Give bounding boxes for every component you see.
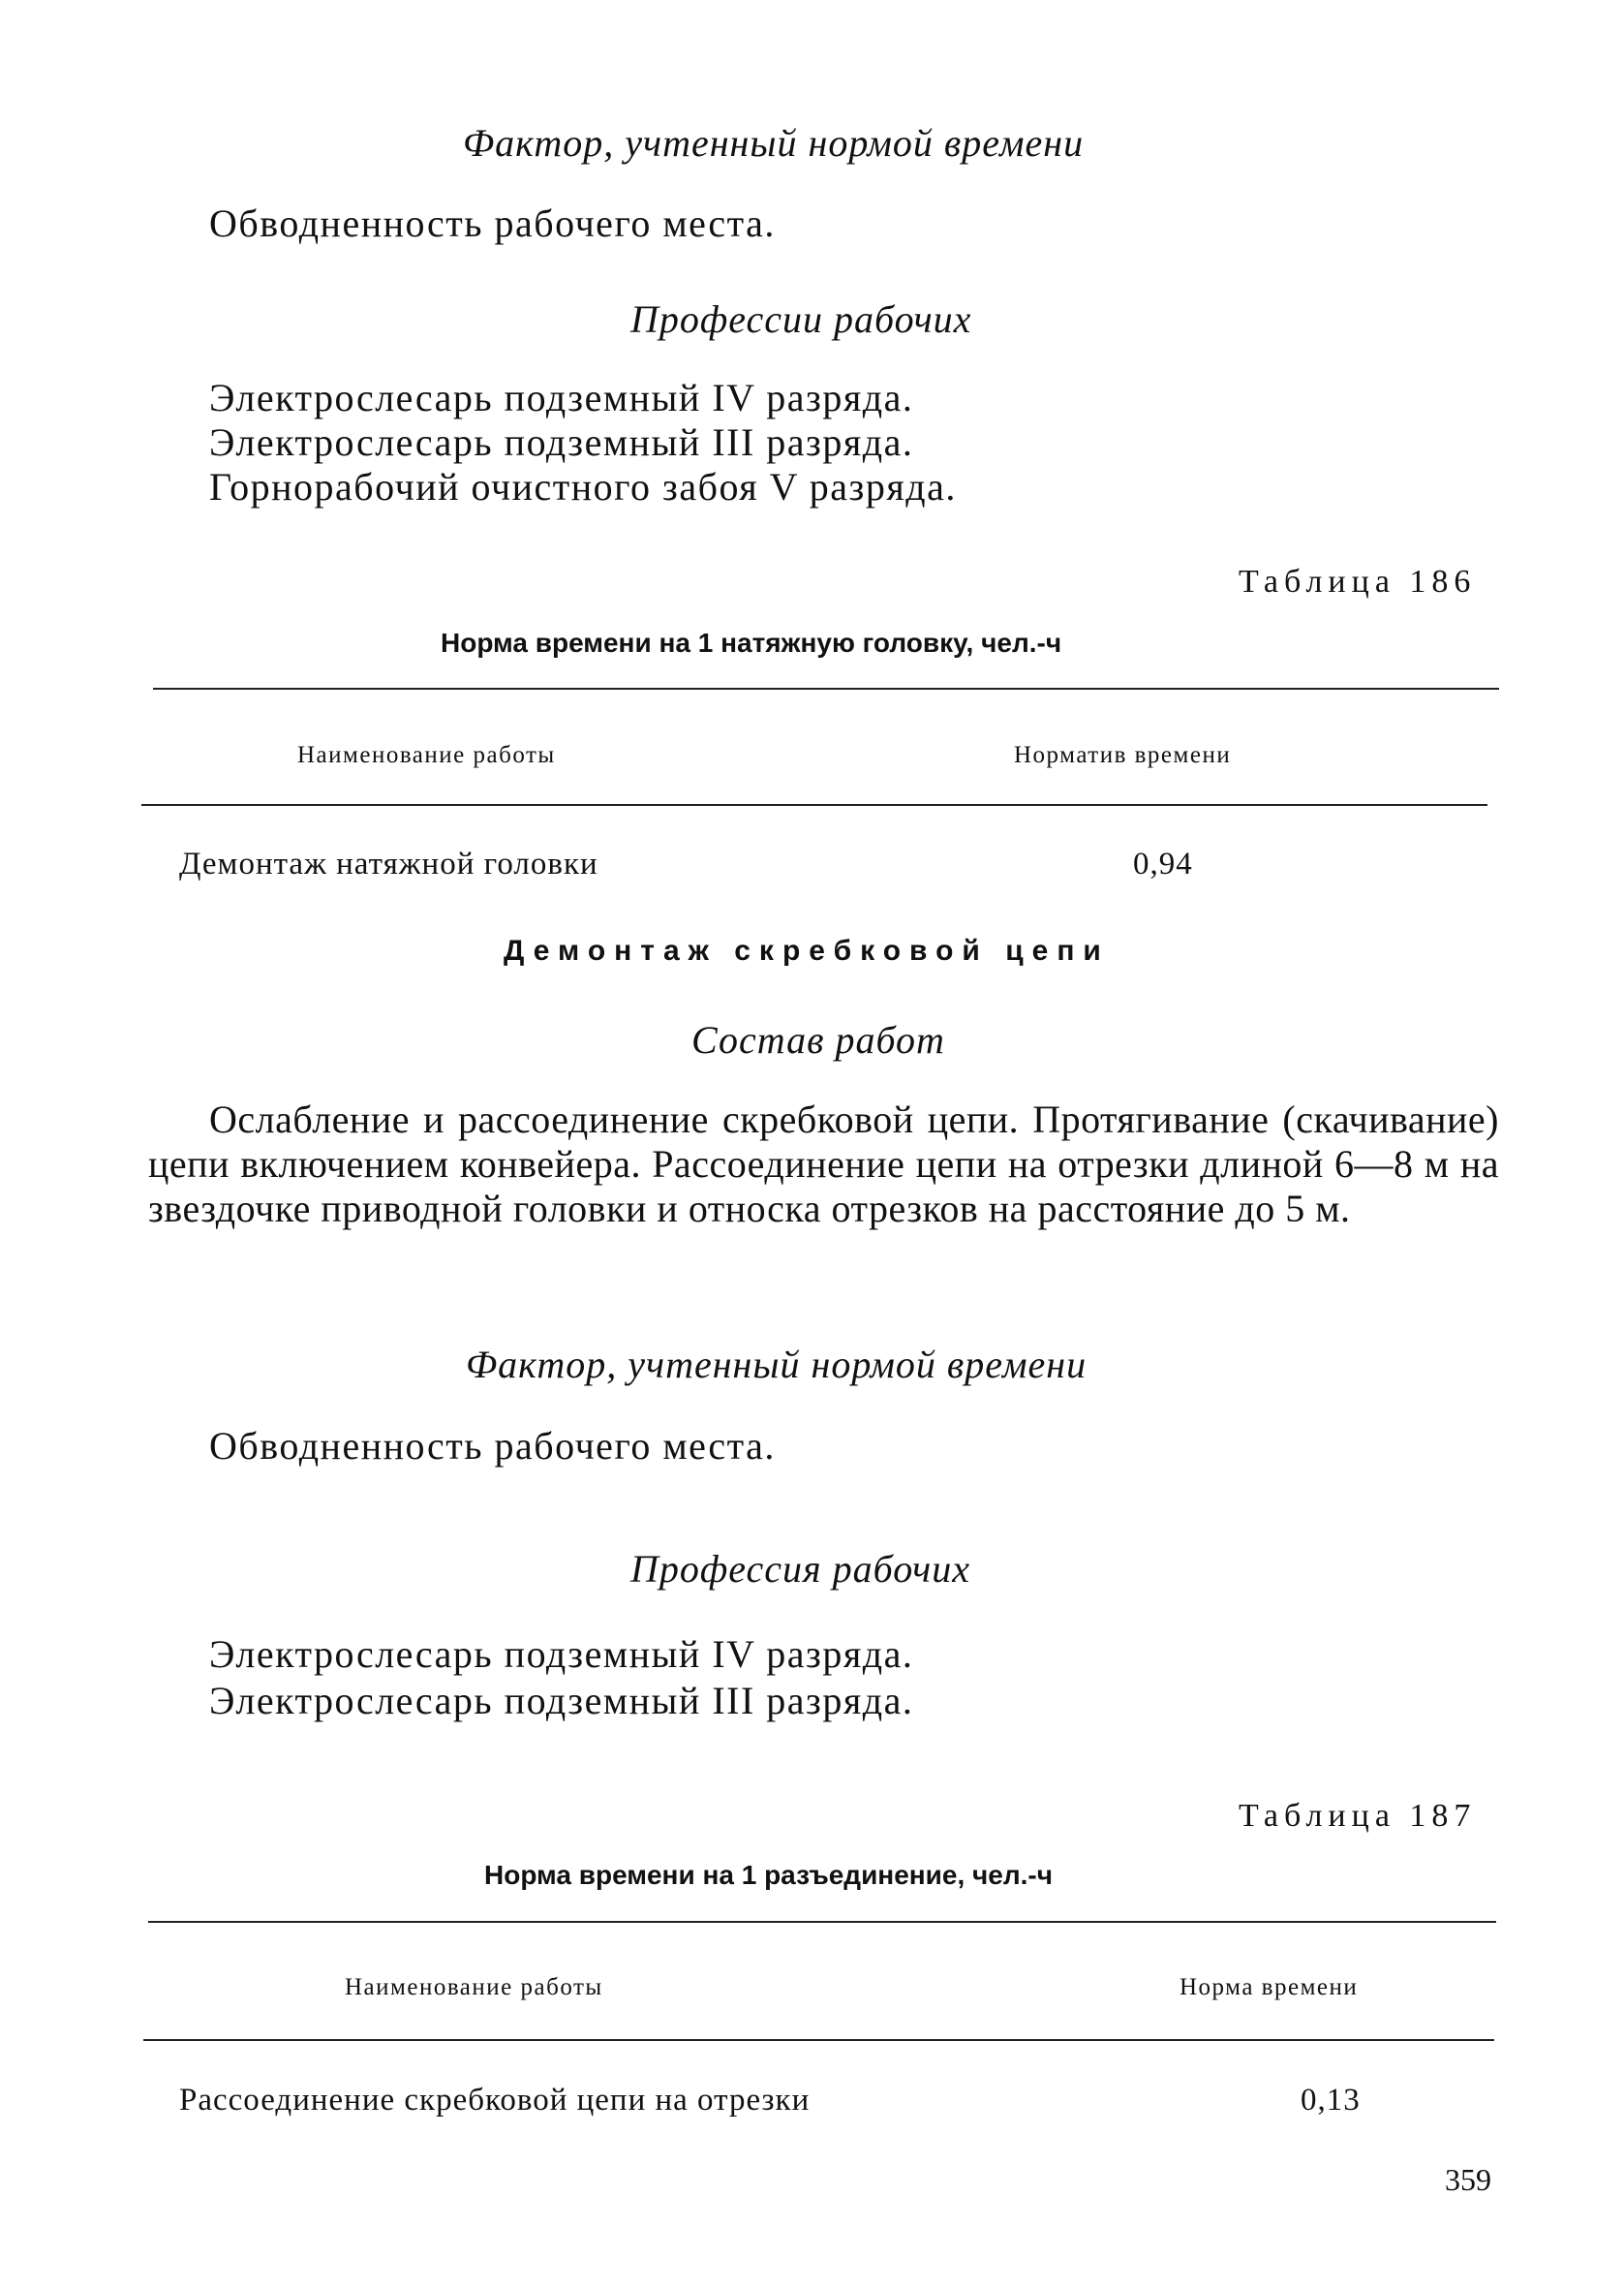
profession-item: Горнорабочий очистного забоя V разряда. (209, 465, 957, 509)
table-187-top-rule (148, 1921, 1496, 1923)
professions-heading: Профессия рабочих (630, 1547, 971, 1591)
table-187-title: Норма времени на 1 разъединение, чел.-ч (484, 1860, 1054, 1890)
table-187-col-work: Наименование работы (345, 1974, 603, 2000)
table-186-title: Норма времени на 1 натяжную головку, чел.-ч (441, 628, 1062, 658)
table-186-col-work: Наименование работы (297, 742, 556, 768)
table-186-label: Таблица 186 (1239, 564, 1477, 600)
page-number: 359 (1445, 2162, 1491, 2197)
section-title: Демонтаж скребковой цепи (504, 935, 1110, 967)
factor-text: Обводненность рабочего места. (209, 201, 776, 245)
profession-item: Электрослесарь подземный III разряда. (209, 420, 914, 464)
composition-heading: Состав работ (691, 1018, 945, 1062)
professions-heading: Профессии рабочих (630, 297, 972, 341)
table-186-row-work: Демонтаж натяжной головки (179, 847, 598, 882)
composition-text: Ослабление и рассоединение скребковой цепи. Протягивание (скачивание) цепи включением конвейера. Рассоединение цепи на отрезки длиной 6—8 м на звездочке приводной головки и относка отрезков на расстояние до 5 м. (148, 1098, 1499, 1230)
factor-heading: Фактор, учтенный нормой времени (463, 121, 1085, 165)
table-187-row-value: 0,13 (1301, 2083, 1361, 2118)
table-186-col-norm: Норматив времени (1014, 742, 1232, 768)
profession-item: Электрослесарь подземный IV разряда. (209, 376, 914, 419)
table-187-row-work: Рассоединение скребковой цепи на отрезки (179, 2083, 811, 2118)
profession-item: Электрослесарь подземный IV разряда. (209, 1632, 914, 1676)
table-186-row-value: 0,94 (1133, 847, 1193, 882)
table-186-top-rule (153, 688, 1499, 690)
factor-text: Обводненность рабочего места. (209, 1424, 776, 1468)
profession-item: Электрослесарь подземный III разряда. (209, 1679, 914, 1722)
table-186-header-rule (141, 804, 1487, 806)
factor-heading: Фактор, учтенный нормой времени (466, 1343, 1088, 1386)
table-187-header-rule (143, 2039, 1494, 2041)
table-187-col-norm: Норма времени (1180, 1974, 1359, 2000)
table-187-label: Таблица 187 (1239, 1798, 1477, 1834)
